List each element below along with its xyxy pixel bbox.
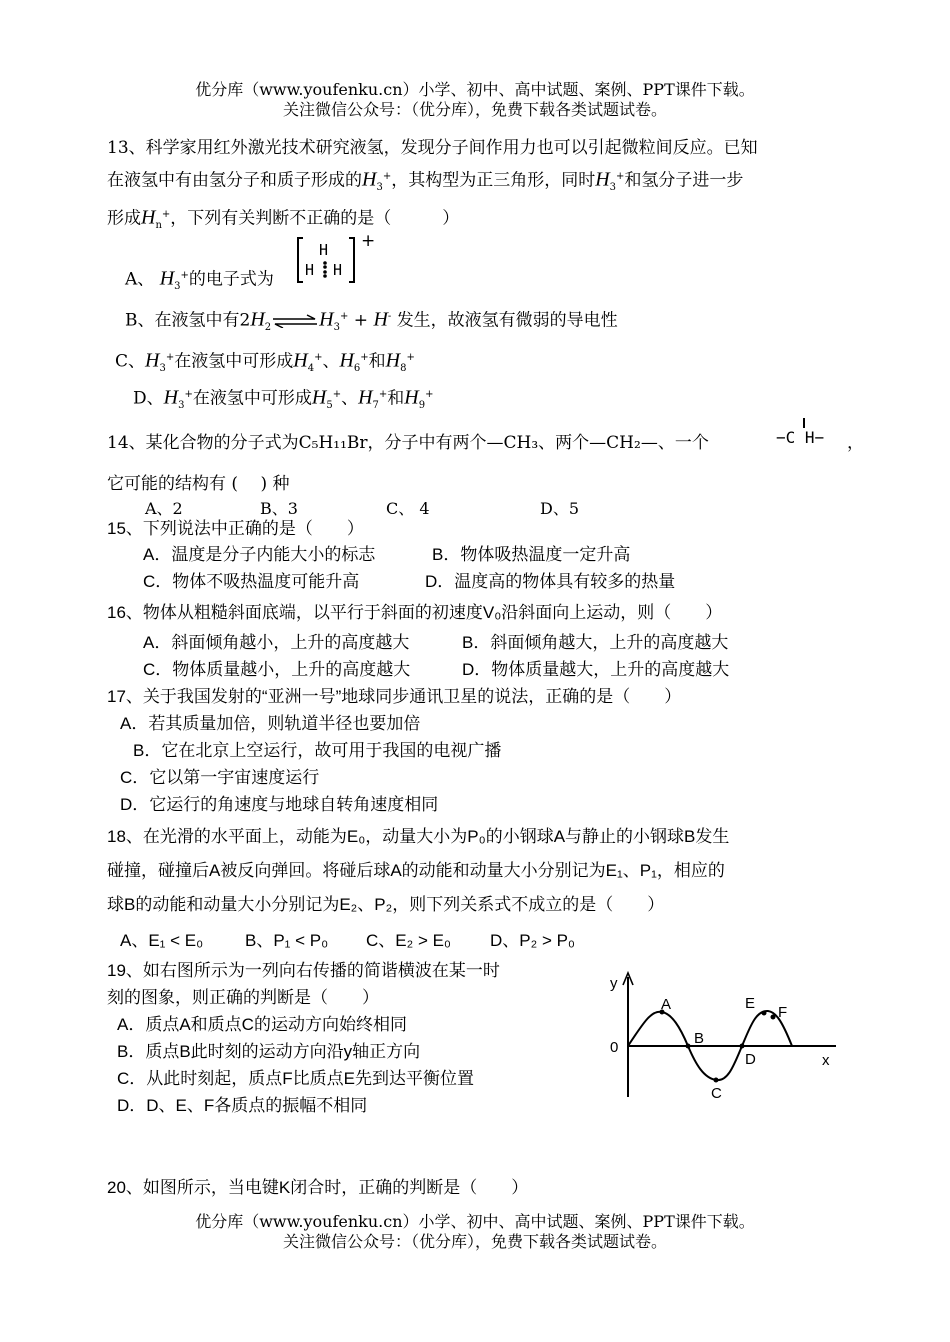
q19-option-a: A．质点A和质点C的运动方向始终相同 — [117, 1015, 407, 1034]
lewis-charge: + — [361, 232, 376, 251]
label-f: F — [778, 1004, 788, 1021]
q13-option-a: A、 $H_3^+$的电子式为 — [125, 267, 274, 293]
q18-line-2: 碰撞，碰撞后A被反向弹回。将碰后球A的动能和动量大小分别记为E₁、P₁，相应的 — [107, 861, 725, 880]
q19-option-b: B．质点B此时刻的运动方向沿y轴正方向 — [117, 1042, 421, 1061]
point-d — [740, 1044, 745, 1049]
q15-option-d: D．温度高的物体具有较多的热量 — [425, 572, 676, 591]
q13-option-b: B、在液氢中有$2H_2$ $H_3^+ + H^-$ 发生，故液氢有微弱的导电性 — [125, 308, 618, 334]
q15-option-c: C．物体不吸热温度可能升高 — [143, 572, 360, 591]
q16-option-a: A．斜面倾角越小，上升的高度越大 — [143, 633, 410, 652]
q17-option-d: D．它运行的角速度与地球自转角速度相同 — [120, 795, 439, 814]
lewis-h-top: H — [319, 241, 329, 259]
label-c: C — [711, 1085, 722, 1100]
q14-option-c: C、 4 — [386, 499, 430, 518]
h3-lewis-structure — [295, 232, 385, 288]
q17-option-a: A．若其质量加倍，则轨道半径也要加倍 — [120, 714, 421, 733]
lewis-h-right: H — [333, 261, 343, 279]
origin-label: 0 — [610, 1039, 619, 1056]
q18-option-a: A、E₁ < E₀ — [120, 931, 204, 950]
q19-option-c: C．从此时刻起，质点F比质点E先到达平衡位置 — [117, 1069, 474, 1088]
equilibrium-arrow-icon — [271, 314, 319, 328]
q15-option-b: B．物体吸热温度一定升高 — [432, 545, 631, 564]
ch-branch-structure: −C H− — [776, 418, 856, 456]
q16-option-c: C．物体质量越小，上升的高度越大 — [143, 660, 411, 679]
footer-line-2: 关注微信公众号：（优分库），免费下载各类试题试卷。 — [282, 1232, 667, 1251]
lewis-h-left: H — [305, 261, 315, 279]
q18-option-b: B、P₁ < P₀ — [245, 931, 329, 950]
q18-option-c: C、E₂ > E₀ — [366, 931, 451, 950]
label-a: A — [661, 996, 672, 1013]
point-e — [762, 1011, 767, 1016]
q18-option-d: D、P₂ > P₀ — [490, 931, 575, 950]
y-axis-label: y — [610, 975, 618, 992]
q19-line-1: 19、如右图所示为一列向右传播的简谐横波在某一时 — [107, 961, 500, 980]
q14-line-1: 14、某化合物的分子式为C₅H₁₁Br，分子中有两个—CH₃、两个—CH₂—、一个 — [107, 433, 709, 453]
header-line-2: 关注微信公众号：（优分库），免费下载各类试题试卷。 — [282, 100, 667, 119]
q18-line-1: 18、在光滑的水平面上，动能为E₀，动量大小为P₀的小钢球A与静止的小钢球B发生 — [107, 827, 730, 846]
q15-option-a: A．温度是分子内能大小的标志 — [143, 545, 376, 564]
q13-line-3: 形成$H_n^+$，下列有关判断不正确的是（ ） — [107, 206, 460, 232]
q14-line-2: 它可能的结构有 ( ) 种 — [107, 474, 290, 494]
q16-stem: 16、物体从粗糙斜面底端，以平行于斜面的初速度V₀沿斜面向上运动，则（ ） — [107, 603, 723, 622]
q16-option-d: D．物体质量越大，上升的高度越大 — [462, 660, 730, 679]
point-b — [686, 1044, 691, 1049]
footer-line-1: 优分库（www.youfenku.cn）小学、初中、高中试题、案例、PPT课件下载。 — [195, 1212, 755, 1231]
q13-option-c: C、$H_3^+$在液氢中可形成$H_4^+$、$H_6^+$和$H_8^+$ — [115, 349, 415, 375]
q14-option-d: D、5 — [540, 499, 580, 518]
q18-line-3: 球B的动能和动量大小分别记为E₂、P₂，则下列关系式不成立的是（ ） — [107, 895, 665, 914]
q14-comma: ， — [847, 433, 864, 453]
q15-stem: 15、下列说法中正确的是（ ） — [107, 519, 364, 538]
q13-line-1: 13、科学家用红外激光技术研究液氢，发现分子间作用力也可以引起微粒间反应。已知 — [107, 138, 758, 158]
q13-option-d: D、$H_3^+$在液氢中可形成$H_5^+$、$H_7^+$和$H_9^+$ — [133, 386, 434, 412]
q16-option-b: B．斜面倾角越大，上升的高度越大 — [462, 633, 729, 652]
point-f — [771, 1015, 776, 1020]
q20-stem: 20、如图所示，当电键K闭合时，正确的判断是（ ） — [107, 1178, 529, 1197]
q14-option-a: A、2 — [145, 499, 183, 518]
label-d: D — [745, 1051, 756, 1068]
q13-line-2: 在液氢中有由氢分子和质子形成的$H_3^+$，其构型为正三角形，同时$H_3^+$和氢分子进一步 — [107, 168, 744, 194]
q14-option-b: B、3 — [260, 499, 298, 518]
q17-option-b: B．它在北京上空运行，故可用于我国的电视广播 — [133, 741, 502, 760]
q17-stem: 17、关于我国发射的“亚洲一号”地球同步通讯卫星的说法，正确的是（ ） — [107, 687, 682, 706]
label-b: B — [694, 1030, 705, 1047]
q19-line-2: 刻的图象，则正确的判断是（ ） — [107, 988, 379, 1007]
q19-option-d: D．D、E、F各质点的振幅不相同 — [117, 1096, 368, 1115]
header-line-1: 优分库（www.youfenku.cn）小学、初中、高中试题、案例、PPT课件下载。 — [195, 80, 755, 99]
x-axis-label: x — [822, 1052, 830, 1069]
label-e: E — [745, 995, 756, 1012]
q17-option-c: C．它以第一宇宙速度运行 — [120, 768, 320, 787]
point-c — [714, 1078, 719, 1083]
wave-graph — [600, 965, 850, 1100]
